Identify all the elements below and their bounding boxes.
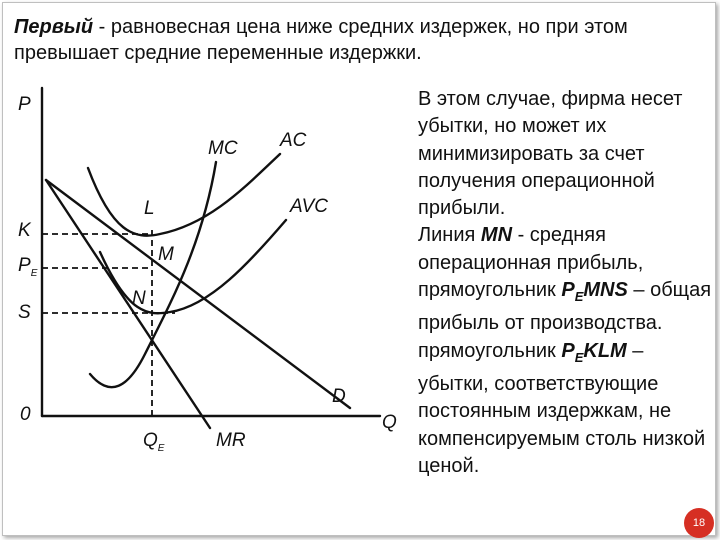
economics-graph (10, 82, 412, 454)
n-point-label: N (132, 288, 146, 309)
l-point-label: L (144, 198, 155, 219)
header-text (14, 14, 704, 66)
header-body: - равновесная цена ниже средних издержек, но при этом превышает средние переменные издержки. (14, 16, 628, 64)
s-label: S (18, 302, 31, 323)
ac-curve (88, 154, 280, 236)
explanation-paragraph-3: прямоугольник $P_EKLM$ – убытки, соответствующие постоянным издержкам, не компенсируемым столь низкой ценой. (418, 339, 706, 477)
p-axis-label: P (18, 94, 31, 115)
ac-label: AC (280, 130, 307, 151)
k-label: K (18, 220, 31, 241)
avc-label: AVC (290, 196, 329, 217)
q-axis-label: Q (382, 412, 397, 433)
qe-label: $Q_E$ (143, 430, 165, 454)
mc-label: MC (208, 138, 238, 159)
d-label: D (332, 386, 346, 407)
pe-label: $P_E$ (18, 255, 38, 279)
header-lead: Первый (14, 16, 94, 38)
m-point-label: M (158, 244, 174, 265)
explanation-paragraph-2: Линия MN - средняя операционная прибыль, прямоугольник $P_EMNS$ – общая прибыль от производства. (418, 224, 712, 335)
mr-label: MR (216, 430, 246, 451)
explanation-text (418, 86, 718, 480)
origin-label: 0 (20, 404, 31, 425)
page-number-badge: 18 (684, 508, 714, 538)
mr-curve (46, 180, 210, 428)
explanation-paragraph-1: В этом случае, фирма несет убытки, но может их минимизировать за счет получения операционной прибыли. (418, 88, 683, 220)
